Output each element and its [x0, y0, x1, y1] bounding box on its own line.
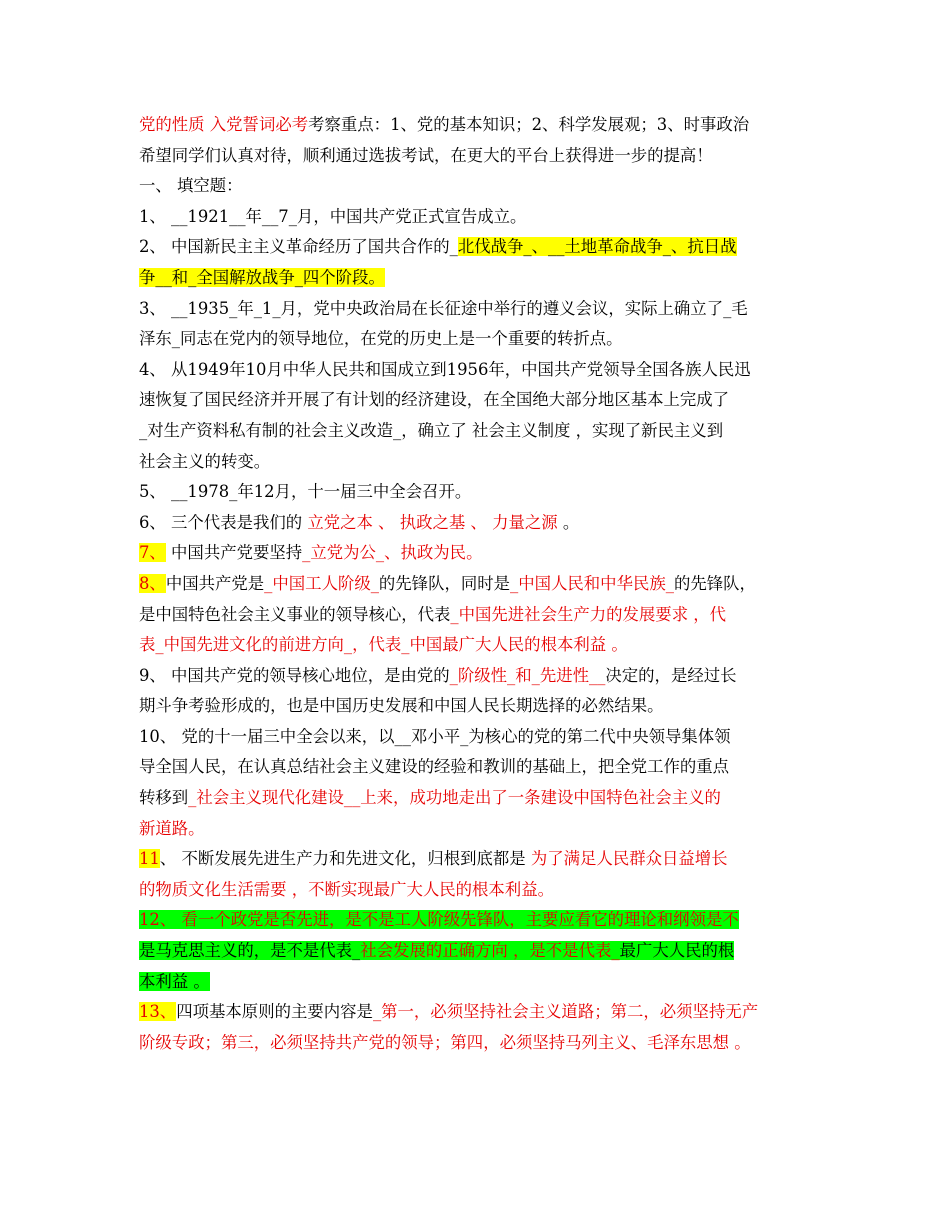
text-run: 为了满足人民群众日益增长 — [530, 849, 728, 869]
text-run: _立党为公_、执政为民。 — [302, 543, 483, 563]
document-page — [139, 110, 819, 1058]
text-run: _阶级性_和_先进性__ — [449, 665, 606, 685]
text-run: 3、 __1935_年_1_月，党中央政治局在长征途中举行的遵义会议，实际上确立了_毛 — [139, 298, 748, 318]
text-run: 、 不断发展先进生产力和先进文化，归根到底都是 — [159, 849, 531, 869]
text-run: 9、 中国共产党的领导核心地位，是由党的 — [139, 665, 450, 685]
text-line — [139, 936, 819, 967]
text-line — [139, 508, 819, 539]
text-line — [139, 661, 819, 692]
text-run: 。 — [557, 512, 580, 532]
text-run: 社会主义的转变。 — [139, 451, 271, 471]
text-line — [139, 844, 819, 875]
text-line — [139, 141, 819, 172]
text-run: 北伐战争_、__土地革命战争_、抗日战 — [457, 237, 737, 257]
text-run: 阶级专政；第三，必须坚持共产党的领导；第四，必须坚持马列主义、毛泽东思想 。 — [139, 1032, 751, 1052]
text-run: 2、 中国新民主主义革命经历了国共合作的_ — [139, 237, 458, 257]
text-line — [139, 814, 819, 845]
text-line — [139, 294, 819, 325]
text-run: 四项基本原则的主要内容是 — [176, 1002, 373, 1022]
text-run: 4、 从1949年10月中华人民共和国成立到1956年，中国共产党领导全国各族人民迅 — [139, 359, 751, 379]
text-run: _对生产资料私有制的社会主义改造_，确立了 社会主义制度 ，实现了新民主义到 — [139, 420, 724, 440]
text-run: _中国先进社会生产力的发展要求 ，代 — [450, 604, 727, 624]
text-run: 的先锋队，同时是 — [378, 573, 511, 593]
text-run: 本利益 。 — [139, 971, 210, 991]
text-run: _中国人民和中华民族_ — [510, 573, 674, 593]
text-run: _社会主义现代化建设__上来，成功地走出了一条建设中国特色社会主义的 — [188, 788, 721, 808]
text-run: 中国共产党是 — [165, 573, 265, 593]
text-line — [139, 783, 819, 814]
text-run: 13、 — [139, 1002, 177, 1022]
text-run: 中国共产党要坚持 — [165, 543, 303, 563]
text-run: 11 — [139, 849, 160, 869]
text-run: 社会发展的正确方向 ，是不是代表_ — [360, 941, 620, 961]
text-run: 的物质文化生活需要 ，不断实现最广大人民的根本利益。 — [139, 879, 554, 899]
text-run: 党的性质 入党誓词必考 — [139, 115, 309, 134]
text-run: 希望同学们认真对待，顺利通过选拔考试，在更大的平台上获得进一步的提高！ — [139, 145, 713, 165]
text-line — [139, 202, 819, 233]
text-run: 7、 — [139, 543, 166, 563]
text-run: 是马克思主义的，是不是代表_ — [139, 941, 361, 961]
text-line — [139, 110, 819, 141]
text-run: 最广大人民的根 — [619, 941, 735, 961]
text-run: 转移到 — [139, 788, 189, 808]
text-line — [139, 875, 819, 906]
text-run: 期斗争考验形成的，也是中国历史发展和中国人民长期选择的必然结果。 — [139, 696, 664, 716]
text-line — [139, 1028, 819, 1059]
text-line — [139, 722, 819, 753]
text-run: 泽东_同志在党内的领导地位，在党的历史上是一个重要的转折点。 — [139, 329, 623, 349]
text-run: 表_中国先进文化的前进方向_，代表_中国最广大人民的根本利益 。 — [139, 635, 628, 655]
text-line — [139, 691, 819, 722]
text-run: 12、 看一个政党是否先进，是不是工人阶级先锋队，主要应看它的理论和纲领是不 — [139, 910, 739, 930]
text-run: _第一，必须坚持社会主义道路；第二，必须坚持无产 — [372, 1002, 759, 1022]
text-line — [139, 997, 819, 1028]
text-run: 决定的，是经过长 — [605, 665, 737, 685]
text-run: 速恢复了国民经济并开展了有计划的经济建设，在全国绝大部分地区基本上完成了 — [139, 390, 730, 410]
text-run: 5、 __1978_年12月，十一届三中全会召开。 — [139, 482, 472, 502]
text-line — [139, 967, 819, 998]
text-run: 新道路。 — [139, 818, 205, 838]
text-run: 立党之本 、 执政之基 、 力量之源 — [307, 512, 558, 532]
text-line — [139, 477, 819, 508]
text-run: 1、 __1921__年__7_月，中国共产党正式宣告成立。 — [139, 206, 527, 226]
text-line — [139, 324, 819, 355]
text-run: 6、 三个代表是我们的 — [139, 512, 308, 532]
text-run: 是中国特色社会主义事业的领导核心，代表 — [139, 604, 451, 624]
text-line — [139, 416, 819, 447]
text-line — [139, 630, 819, 661]
text-line — [139, 752, 819, 783]
text-line — [139, 538, 819, 569]
text-line — [139, 355, 819, 386]
text-run: 8、 — [139, 573, 166, 593]
text-line — [139, 171, 819, 202]
text-run: _中国工人阶级_ — [264, 573, 379, 593]
text-run: 争__和_全国解放战争_四个阶段。 — [139, 267, 385, 287]
text-line — [139, 263, 819, 294]
text-run: 导全国人民，在认真总结社会主义建设的经验和教训的基础上，把全党工作的重点 — [139, 757, 730, 777]
text-line — [139, 569, 819, 600]
text-run: 的先锋队， — [673, 573, 756, 593]
text-run: 10、 党的十一届三中全会以来，以__邓小平_为核心的党的第二代中央领导集体领 — [139, 726, 731, 746]
text-line — [139, 600, 819, 631]
text-run: 一、 填空题： — [139, 176, 243, 196]
text-line — [139, 905, 819, 936]
text-line — [139, 232, 819, 263]
text-line — [139, 385, 819, 416]
text-line — [139, 447, 819, 478]
text-run: 考察重点：1、党的基本知识；2、科学发展观；3、时事政治 — [308, 115, 750, 134]
